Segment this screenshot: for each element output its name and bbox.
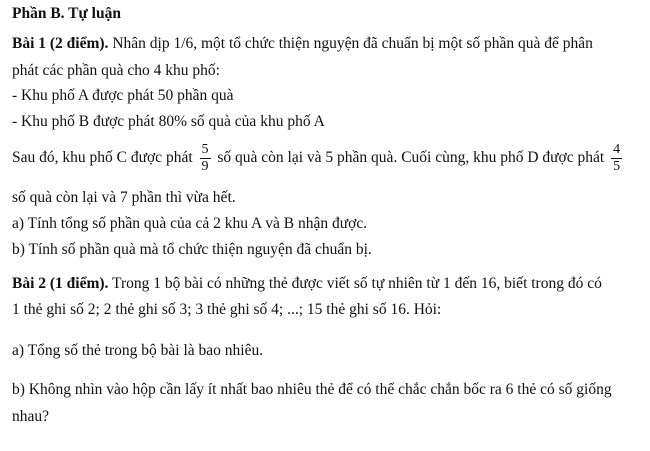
bai1-bullet-a: - Khu phố A được phát 50 phần quà: [12, 87, 234, 104]
fraction-5-9: $\frac{5}{9}$: [201, 141, 209, 174]
bai1-intro-line1: Bài 1 (2 điểm). Nhân dịp 1/6, một tổ chức thiện nguyện đã chuẩn bị một số phần quà để phân: [12, 35, 593, 52]
bai2-question-a: a) Tổng số thẻ trong bộ bài là bao nhiêu.: [12, 342, 264, 359]
bai2-heading: Bài 2 (1 điểm).: [12, 275, 109, 292]
bai2-line2: 1 thẻ ghi số 2; 2 thẻ ghi số 3; 3 thẻ ghi số 4; ...; 15 thẻ ghi số 16. Hỏi:: [12, 301, 442, 318]
bai2-line1: Bài 2 (1 điểm). Trong 1 bộ bài có những thẻ được viết số tự nhiên từ 1 đến 16, biết trong đó có: [12, 275, 602, 292]
bai2-question-b-line1: b) Không nhìn vào hộp cần lấy ít nhất bao nhiêu thẻ để có thể chắc chắn bốc ra 6 thẻ có số giống: [12, 381, 612, 398]
bai1-fraction-line: Sau đó, khu phố C được phát $\frac{5}{9}$ số quà còn lại và 5 phần quà. Cuối cùng, khu phố D được phát $\frac{4}{5}$: [12, 141, 621, 174]
bai2-question-b-line2: nhau?: [12, 408, 50, 425]
bai1-question-a: a) Tính tổng số phần quà của cả 2 khu A và B nhận được.: [12, 215, 368, 232]
bai1-intro-line2: phát các phần quà cho 4 khu phố:: [12, 62, 220, 79]
fraction-4-5: $\frac{4}{5}$: [613, 141, 621, 174]
bai1-remaining-line: số quà còn lại và 7 phần thì vừa hết.: [12, 189, 236, 206]
bai1-heading: Bài 1 (2 điểm).: [12, 35, 109, 52]
bai1-bullet-b: - Khu phố B được phát 80% số quà của khu phố A: [12, 113, 325, 130]
bai1-question-b: b) Tính số phần quà mà tổ chức thiện nguyện đã chuẩn bị.: [12, 241, 372, 258]
section-title: Phần B. Tự luận: [12, 5, 121, 22]
